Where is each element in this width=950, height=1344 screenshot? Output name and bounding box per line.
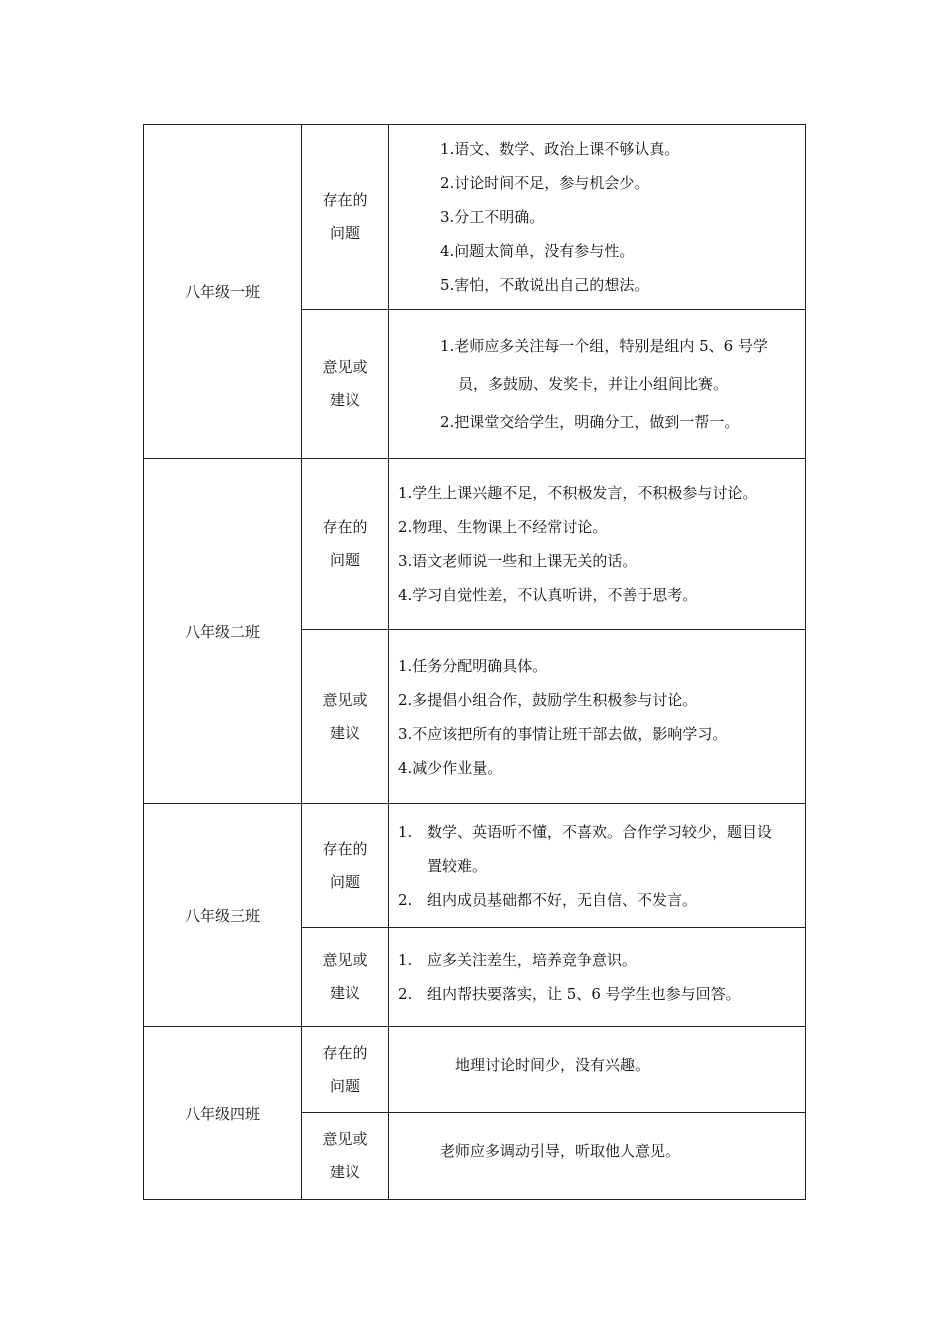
- suggestion-item: 老师应多调动引导，听取他人意见。: [440, 1142, 681, 1160]
- suggestion-item: 3.不应该把所有的事情让班干部去做，影响学习。: [398, 724, 728, 743]
- problems-label-line: 问题: [329, 551, 360, 569]
- table-row: [144, 459, 806, 630]
- problems-cell: [389, 804, 806, 928]
- problems-label-line: 存在的: [322, 1043, 368, 1062]
- problems-label-line: 问题: [329, 872, 360, 891]
- table-row: [144, 1027, 806, 1113]
- item-number: 1.: [398, 951, 413, 969]
- problem-item: 1.语文、数学、政治上课不够认真。: [440, 140, 680, 158]
- suggestion-item: 1.老师应多关注每一个组，特别是组内 5、6 号学: [440, 337, 768, 355]
- problem-item: [389, 815, 805, 883]
- suggest-label-cell: [302, 1113, 389, 1200]
- class-name-cell: [144, 125, 302, 459]
- problems-label-cell: [302, 1027, 389, 1113]
- suggest-label-cell: [302, 310, 389, 459]
- suggest-label-line: 意见或: [322, 1130, 368, 1148]
- suggest-label-cell: [302, 630, 389, 804]
- suggest-label-line: 建议: [329, 391, 360, 409]
- class-name: 八年级三班: [184, 906, 260, 925]
- problem-item: 1.学生上课兴趣不足，不积极发言，不积极参与讨论。: [398, 484, 758, 502]
- problems-cell: [389, 125, 806, 310]
- problems-label-line: 问题: [329, 1076, 360, 1095]
- suggestion-item: [389, 943, 805, 977]
- suggestions-cell: [389, 1113, 806, 1200]
- suggest-label-line: 建议: [329, 1163, 360, 1181]
- problems-label-cell: [302, 125, 389, 310]
- suggestion-item: [389, 977, 805, 1011]
- item-number: 1.: [398, 822, 413, 841]
- problems-label-line: 存在的: [322, 839, 368, 858]
- class-name-cell: [144, 1027, 302, 1200]
- item-text: 组内帮扶要落实，让 5、6 号学生也参与回答。: [427, 985, 741, 1003]
- class-name: 八年级一班: [184, 283, 260, 301]
- problem-item: 2.讨论时间不足，参与机会少。: [440, 174, 650, 192]
- table-row: [144, 125, 806, 310]
- class-name: 八年级四班: [184, 1104, 260, 1123]
- problems-cell: [389, 459, 806, 630]
- problems-label-cell: [302, 804, 389, 928]
- suggestions-cell: [389, 630, 806, 804]
- table-row: [144, 804, 806, 928]
- suggest-label-line: 建议: [329, 723, 360, 742]
- problem-item: 4.问题太简单，没有参与性。: [440, 242, 635, 260]
- suggestions-cell: [389, 928, 806, 1027]
- problems-label-cell: [302, 459, 389, 630]
- item-text: 数学、英语听不懂，不喜欢。合作学习较少，题目设: [427, 822, 773, 841]
- suggestion-item: 2.把课堂交给学生，明确分工，做到一帮一。: [440, 413, 740, 431]
- item-number: 2.: [398, 890, 413, 909]
- item-text: 应多关注差生，培养竞争意识。: [427, 951, 638, 969]
- problem-item: 地理讨论时间少，没有兴趣。: [455, 1056, 651, 1074]
- item-number: 2.: [398, 985, 413, 1003]
- problems-label-line: 存在的: [322, 191, 368, 209]
- suggest-label-line: 意见或: [322, 690, 368, 709]
- suggest-label-line: 意见或: [322, 358, 368, 376]
- class-name-cell: [144, 804, 302, 1027]
- problem-item: 3.分工不明确。: [440, 208, 545, 226]
- problem-item: 3.语文老师说一些和上课无关的话。: [398, 552, 638, 570]
- suggestion-item: 4.减少作业量。: [398, 758, 503, 777]
- suggest-label-line: 意见或: [322, 951, 368, 969]
- problem-item: 4.学习自觉性差，不认真听讲，不善于思考。: [398, 586, 698, 604]
- survey-table: [143, 124, 806, 1200]
- item-text: 组内成员基础都不好，无自信、不发言。: [427, 890, 698, 909]
- suggest-label-line: 建议: [329, 984, 360, 1002]
- item-text-continued: 置较难。: [427, 856, 488, 875]
- suggest-label-cell: [302, 928, 389, 1027]
- problem-item: 5.害怕，不敢说出自己的想法。: [440, 276, 650, 294]
- problems-label-line: 问题: [329, 224, 360, 242]
- problem-item: [389, 883, 805, 917]
- problems-label-line: 存在的: [322, 518, 368, 536]
- class-name-cell: [144, 459, 302, 804]
- suggestion-item: 2.多提倡小组合作，鼓励学生积极参与讨论。: [398, 690, 698, 709]
- problems-cell: [389, 1027, 806, 1113]
- suggestions-cell: [389, 310, 806, 459]
- suggestion-item-continued: 员，多鼓励、发奖卡，并让小组间比赛。: [458, 375, 729, 393]
- class-name: 八年级二班: [184, 622, 260, 641]
- suggestion-item: 1.任务分配明确具体。: [398, 656, 548, 675]
- problem-item: 2.物理、生物课上不经常讨论。: [398, 518, 608, 536]
